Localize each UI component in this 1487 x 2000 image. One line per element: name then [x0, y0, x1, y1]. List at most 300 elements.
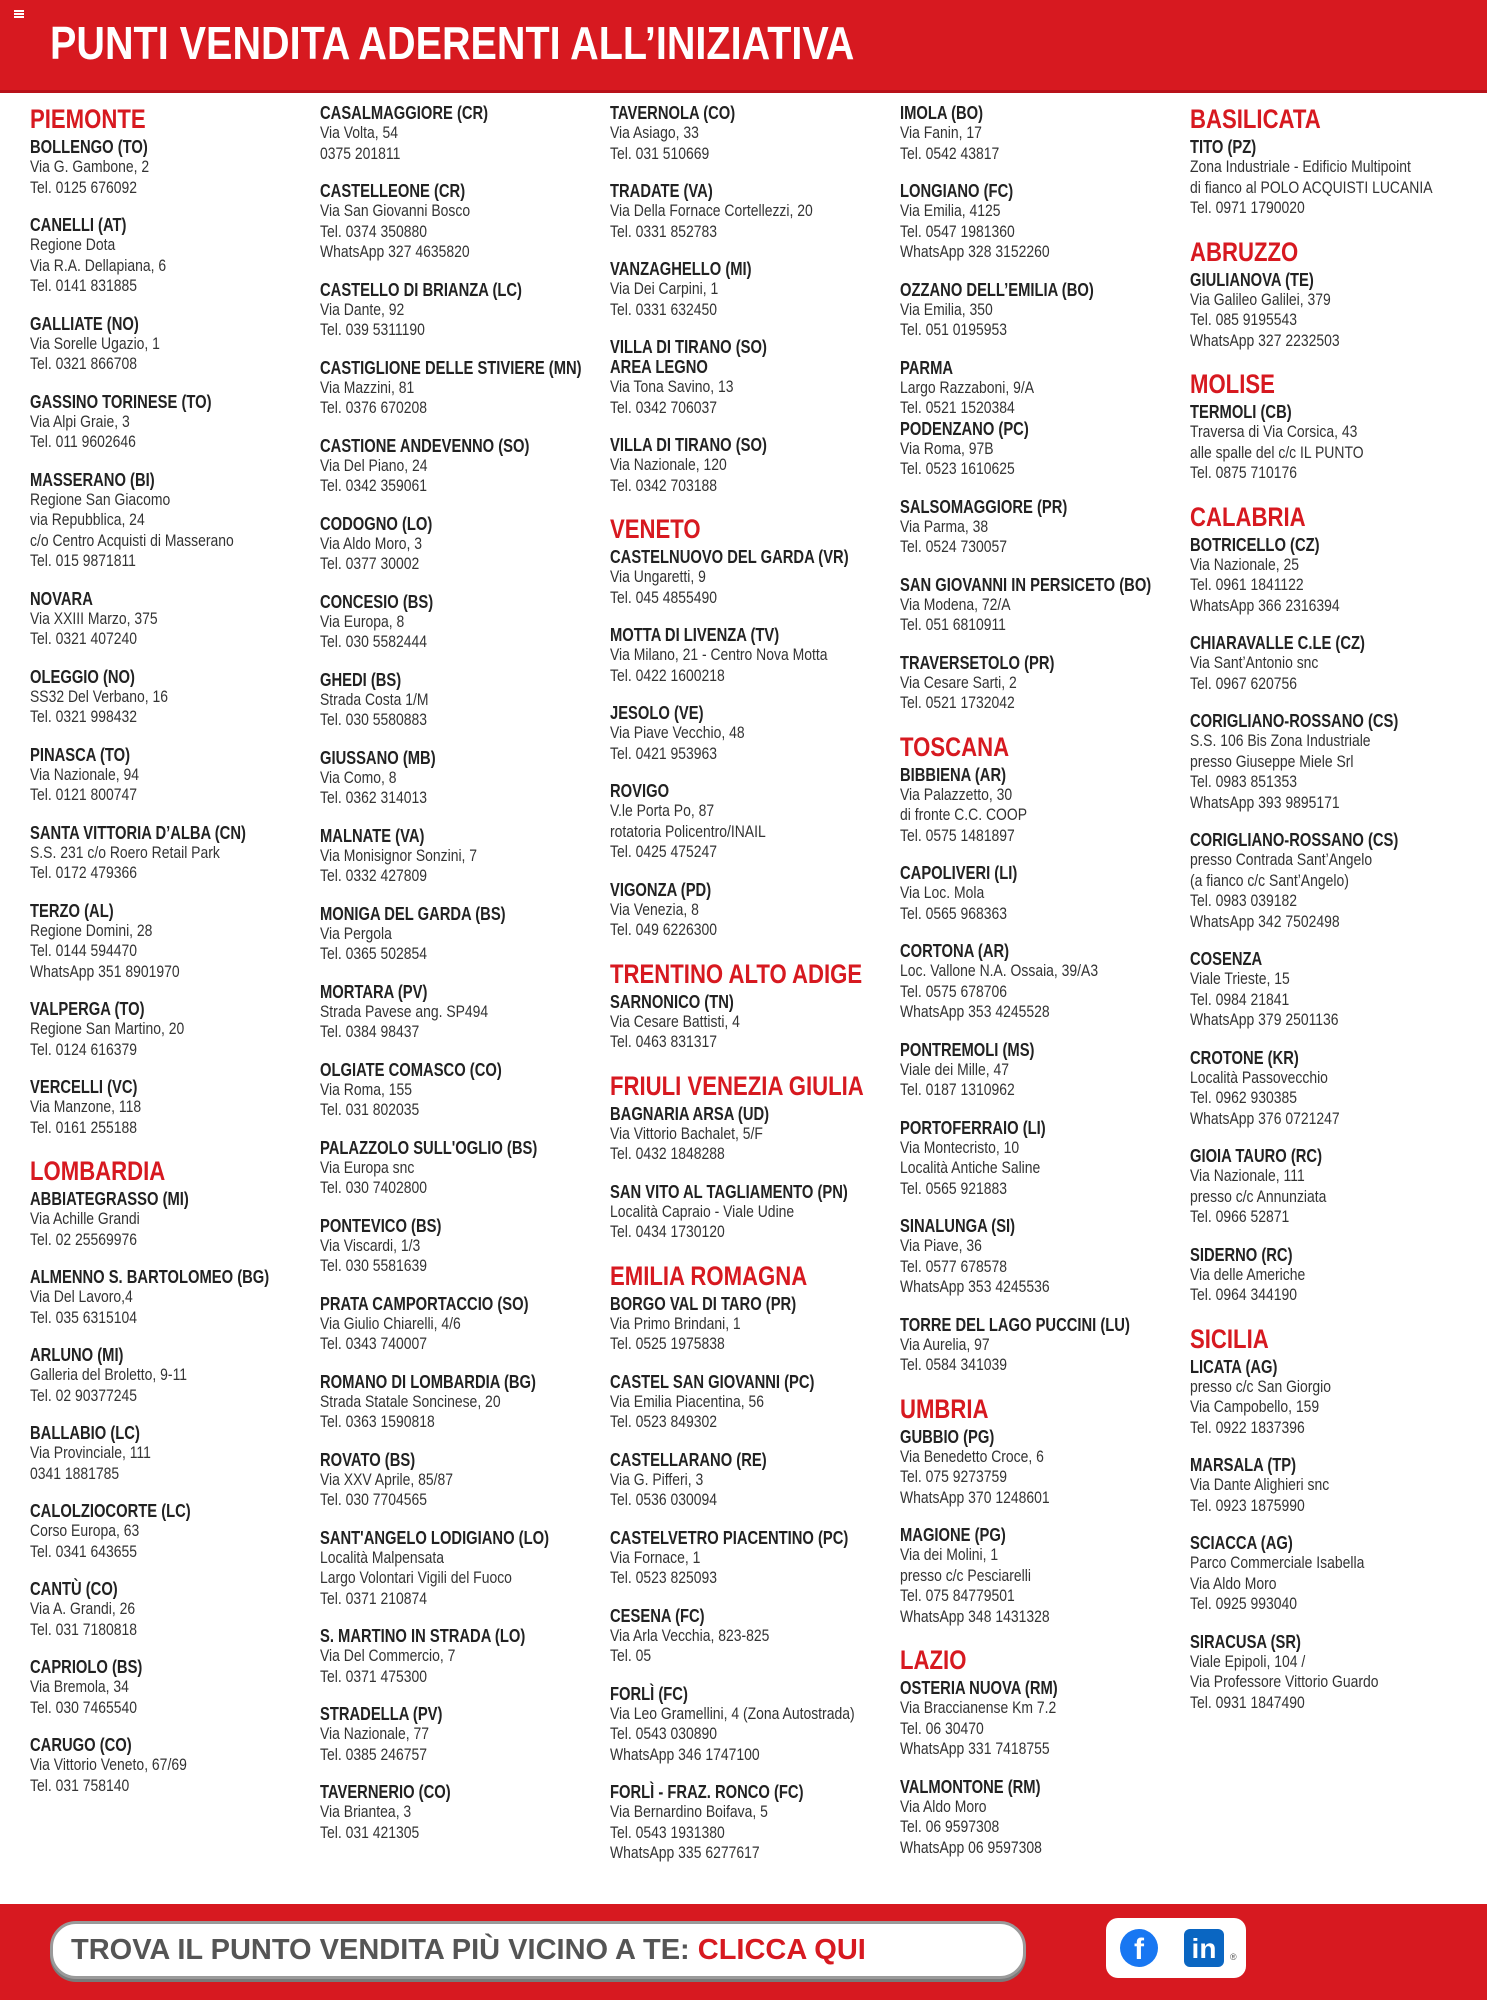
store-detail-line: WhatsApp 379 2501136 [1190, 1010, 1339, 1029]
store-name: TORRE DEL LAGO PUCCINI (LU) [900, 1314, 1130, 1335]
store-entry [610, 1372, 895, 1433]
store-detail-line: Tel. 0565 968363 [900, 903, 1007, 923]
store-entry [30, 999, 315, 1060]
store-name: VIGONZA (PD) [610, 879, 712, 900]
store-detail-line: Tel. 035 6315104 [30, 1307, 137, 1327]
store-detail-line: via Repubblica, 24 [30, 510, 145, 529]
store-name: CASALMAGGIORE (CR) [320, 103, 489, 123]
store-detail-line: Tel. 0971 1790020 [1190, 198, 1305, 217]
store-detail-line: Via Asiago, 33 [610, 123, 699, 142]
store-detail-line: Regione San Giacomo [30, 489, 171, 509]
store-name: MALNATE (VA) [320, 825, 425, 846]
store-detail-line: WhatsApp 335 6277617 [610, 1843, 760, 1862]
store-detail-line: Tel. 0983 851353 [1190, 772, 1297, 791]
store-detail-line: Tel. 0141 831885 [30, 276, 137, 295]
store-detail-line: Via Nazionale, 111 [1190, 1166, 1305, 1185]
store-detail-line: Tel. 0376 670208 [320, 398, 427, 417]
store-detail-line: WhatsApp 327 2232503 [1190, 330, 1340, 350]
store-entry [30, 392, 315, 453]
store-detail-line: Località Passovecchio [1190, 1067, 1328, 1087]
store-name: CROTONE (KR) [1190, 1047, 1299, 1068]
store-name: OLGIATE COMASCO (CO) [320, 1059, 502, 1080]
store-detail-line: Via Monisignor Sonzini, 7 [320, 845, 478, 865]
store-name: TERZO (AL) [30, 900, 114, 921]
store-detail-line: Via Modena, 72/A [900, 594, 1011, 614]
store-detail-line: Tel. 0321 998432 [30, 707, 137, 726]
store-detail-line: Via Cesare Battisti, 4 [610, 1011, 740, 1031]
region-heading: FRIULI VENEZIA GIULIA [610, 1070, 864, 1101]
store-detail-line: Tel. 0432 1848288 [610, 1144, 725, 1163]
store-detail-line: Tel. 0962 930385 [1190, 1088, 1297, 1107]
store-detail-line: c/o Centro Acquisti di Masserano [30, 530, 234, 550]
store-detail-line: Tel. 0923 1875990 [1190, 1495, 1305, 1515]
store-name: CALOLZIOCORTE (LC) [30, 1501, 191, 1521]
store-entry [30, 470, 315, 572]
store-detail-line: Via G. Gambone, 2 [30, 157, 150, 176]
store-name: PONTEVICO (BS) [320, 1215, 442, 1236]
store-detail-line: WhatsApp 327 4635820 [320, 242, 470, 261]
store-detail-line: WhatsApp 366 2316394 [1190, 595, 1340, 615]
store-detail-line: Largo Volontari Vigili del Fuoco [320, 1568, 512, 1587]
store-name: COSENZA [1190, 949, 1263, 969]
store-detail-line: Tel. 075 9273759 [900, 1467, 1007, 1486]
store-entry [610, 781, 895, 863]
store-detail-line: Strada Costa 1/M [320, 689, 429, 709]
store-detail-line: Traversa di Via Corsica, 43 [1190, 422, 1358, 441]
store-entry [1190, 711, 1475, 813]
store-detail-line: Zona Industriale - Edificio Multipoint [1190, 157, 1411, 176]
store-detail-line: Viale Trieste, 15 [1190, 969, 1290, 988]
store-detail-line: Tel. 030 5580883 [320, 710, 427, 729]
store-name: CASTEL SAN GIOVANNI (PC) [610, 1371, 815, 1392]
find-store-button[interactable] [50, 1921, 1026, 1979]
store-detail-line: Via Arla Vecchia, 823-825 [610, 1625, 770, 1645]
store-detail-line: Via Campobello, 159 [1190, 1397, 1320, 1416]
store-name: CARUGO (CO) [30, 1735, 132, 1755]
store-entry [610, 703, 895, 764]
store-entry [900, 1118, 1185, 1200]
store-name: SALSOMAGGIORE (PR) [900, 496, 1068, 517]
store-detail-line: Via Briantea, 3 [320, 1802, 412, 1821]
facebook-icon[interactable]: f [1120, 1929, 1158, 1967]
store-detail-line: presso Contrada Sant’Angelo [1190, 850, 1373, 869]
store-entry [320, 280, 605, 341]
store-entry [900, 653, 1185, 714]
store-detail-line: Via Achille Grandi [30, 1209, 140, 1228]
store-entry [1190, 1245, 1475, 1306]
region-heading: EMILIA ROMAGNA [610, 1260, 808, 1291]
store-detail-line: Via Benedetto Croce, 6 [900, 1446, 1044, 1466]
store-detail-line: Regione Domini, 28 [30, 920, 153, 940]
store-detail-line: Via Cesare Sarti, 2 [900, 672, 1017, 692]
store-detail-line: Tel. 049 6226300 [610, 920, 717, 939]
store-detail-line: Tel. 031 510669 [610, 143, 710, 163]
store-detail-line: Via Emilia, 350 [900, 299, 993, 319]
store-name: VALPERGA (TO) [30, 999, 145, 1019]
store-name: GIOIA TAURO (RC) [1190, 1146, 1323, 1166]
store-detail-line: WhatsApp 348 1431328 [900, 1606, 1050, 1626]
store-detail-line: Tel. 0342 359061 [320, 476, 427, 495]
store-detail-line: Via Como, 8 [320, 767, 397, 787]
store-detail-line: Tel. 0362 314013 [320, 788, 427, 807]
store-detail-line: Tel. 0363 1590818 [320, 1412, 435, 1431]
store-detail-line: Via XXIII Marzo, 375 [30, 608, 158, 628]
store-detail-line: Tel. 0966 52871 [1190, 1207, 1290, 1226]
store-detail-line: Tel. 045 4855490 [610, 587, 717, 607]
store-entry [320, 982, 605, 1043]
store-name: VILLA DI TIRANO (SO) [610, 435, 767, 455]
store-entry [610, 1294, 895, 1355]
store-entry [320, 748, 605, 809]
store-name: LONGIANO (FC) [900, 181, 1014, 201]
store-detail-line: 0375 201811 [320, 143, 401, 163]
find-store-text [71, 1934, 866, 1967]
store-detail-line: Tel. 0124 616379 [30, 1039, 137, 1059]
store-detail-line: Via Galileo Galilei, 379 [1190, 289, 1331, 309]
store-entry [610, 337, 895, 418]
store-name: PORTOFERRAIO (LI) [900, 1117, 1046, 1138]
store-entry [30, 1189, 315, 1250]
store-name: ABBIATEGRASSO (MI) [30, 1189, 189, 1209]
store-detail-line: Via Del Lavoro,4 [30, 1287, 133, 1306]
store-entry [320, 1060, 605, 1121]
store-detail-line: Tel. 05 [610, 1646, 652, 1665]
store-detail-line: Via Braccianense Km 7.2 [900, 1698, 1057, 1717]
store-entry [1190, 535, 1475, 617]
store-name: CESENA (FC) [610, 1605, 705, 1626]
store-name: TAVERNOLA (CO) [610, 103, 736, 123]
store-name: PALAZZOLO SULL'OGLIO (BS) [320, 1137, 538, 1158]
store-entry [610, 435, 895, 496]
store-name: GHEDI (BS) [320, 669, 402, 690]
store-detail-line: Via Nazionale, 120 [610, 455, 727, 474]
store-entry [900, 765, 1185, 847]
store-entry [320, 1704, 605, 1765]
store-entry [320, 436, 605, 497]
store-name: OLEGGIO (NO) [30, 666, 135, 687]
store-detail-line: Tel. 06 30470 [900, 1718, 984, 1738]
store-name: TITO (PZ) [1190, 137, 1257, 157]
store-entry [900, 280, 1185, 341]
store-detail-line: Via Aldo Moro [1190, 1573, 1277, 1593]
store-detail-line: Tel. 031 802035 [320, 1100, 420, 1119]
store-detail-line: Largo Razzaboni, 9/A [900, 377, 1035, 397]
store-entry [610, 1450, 895, 1511]
store-entry [30, 1423, 315, 1484]
linkedin-icon[interactable]: in [1184, 1929, 1224, 1967]
store-name: OSTERIA NUOVA (RM) [900, 1678, 1058, 1698]
store-detail-line: Tel. 0931 1847490 [1190, 1692, 1305, 1712]
find-store-label: TROVA IL PUNTO VENDITA PIÙ VICINO A TE: [71, 1934, 690, 1966]
store-detail-line: Via Leo Gramellini, 4 (Zona Autostrada) [610, 1703, 855, 1723]
store-detail-line: presso Giuseppe Miele Srl [1190, 751, 1354, 771]
region-heading: LOMBARDIA [30, 1156, 166, 1186]
store-entry [900, 103, 1185, 164]
store-detail-line: Tel. 030 7465540 [30, 1697, 137, 1717]
store-name: MARSALA (TP) [1190, 1455, 1297, 1475]
store-name: CODOGNO (LO) [320, 513, 433, 534]
store-name: S. MARTINO IN STRADA (LO) [320, 1626, 526, 1646]
store-detail-line: Tel. 0584 341039 [900, 1355, 1007, 1374]
store-detail-line: Tel. 0523 825093 [610, 1568, 717, 1587]
store-detail-line: Tel. 0365 502854 [320, 944, 427, 963]
store-detail-line: Tel. 0121 800747 [30, 785, 137, 804]
region-heading: CALABRIA [1190, 501, 1306, 532]
store-entry [320, 826, 605, 887]
store-name: FORLÌ - FRAZ. RONCO (FC) [610, 1782, 804, 1802]
store-detail-line: Via Palazzetto, 30 [900, 784, 1013, 804]
store-detail-line: Tel. 0967 620756 [1190, 673, 1297, 693]
column-2 [320, 103, 605, 1860]
store-detail-line: Tel. 0523 1610625 [900, 459, 1015, 478]
store-detail-line: Via Professore Vittorio Guardo [1190, 1672, 1379, 1691]
store-detail-line: Corso Europa, 63 [30, 1521, 140, 1540]
store-name: VANZAGHELLO (MI) [610, 259, 752, 279]
store-detail-line: Tel. 0463 831317 [610, 1032, 717, 1051]
store-detail-line: Tel. 031 7180818 [30, 1619, 137, 1639]
store-entry [320, 592, 605, 653]
store-detail-line: alle spalle del c/c IL PUNTO [1190, 442, 1364, 462]
store-detail-line: Tel. 0565 921883 [900, 1178, 1007, 1198]
store-detail-line: Tel. 0577 678578 [900, 1256, 1007, 1276]
store-entry [900, 1678, 1185, 1760]
store-detail-line: Via Viscardi, 1/3 [320, 1235, 421, 1255]
store-entry [1190, 1048, 1475, 1130]
store-detail-line: Tel. 0377 30002 [320, 554, 420, 573]
store-name: VERCELLI (VC) [30, 1077, 138, 1097]
page-header [0, 0, 1487, 93]
store-name: PRATA CAMPORTACCIO (SO) [320, 1293, 529, 1314]
store-detail-line: Via Del Piano, 24 [320, 455, 428, 475]
store-entry [1190, 1146, 1475, 1228]
click-here-link[interactable]: CLICCA QUI [697, 1934, 866, 1966]
store-entry [900, 1777, 1185, 1859]
store-entry [1190, 1632, 1475, 1714]
column-4 [900, 103, 1185, 1875]
store-detail-line: Tel. 0342 703188 [610, 475, 717, 495]
store-detail-line: Via Roma, 97B [900, 438, 994, 458]
store-detail-line: Tel. 0547 1981360 [900, 221, 1015, 241]
store-entry [610, 1528, 895, 1589]
store-entry [320, 1372, 605, 1433]
region-heading: BASILICATA [1190, 104, 1321, 134]
store-entry [610, 259, 895, 320]
store-name: OZZANO DELL’EMILIA (BO) [900, 279, 1094, 300]
store-detail-line: Tel. 015 9871811 [30, 551, 136, 570]
store-detail-line: Tel. 0374 350880 [320, 221, 427, 241]
store-entry [900, 1525, 1185, 1627]
store-entry [30, 667, 315, 728]
store-entry [30, 901, 315, 983]
store-name: CASTIGLIONE DELLE STIVIERE (MN) [320, 357, 582, 378]
store-detail-line: WhatsApp 353 4245528 [900, 1002, 1050, 1021]
social-links [1106, 1918, 1246, 1978]
store-entry [30, 1267, 315, 1328]
store-name: CASTELLARANO (RE) [610, 1449, 767, 1470]
store-name: BOTRICELLO (CZ) [1190, 534, 1320, 555]
store-entry [900, 575, 1185, 636]
store-detail-line: Tel. 030 7704565 [320, 1490, 427, 1509]
store-detail-line: Tel. 0342 706037 [610, 397, 717, 417]
store-detail-line: Via Dante, 92 [320, 299, 405, 319]
store-detail-line: Tel. 0521 1520384 [900, 398, 1015, 417]
store-entry [320, 1528, 605, 1610]
store-name: GALLIATE (NO) [30, 313, 139, 334]
store-detail-line: WhatsApp 346 1747100 [610, 1744, 760, 1764]
store-detail-line: Via Nazionale, 77 [320, 1724, 430, 1743]
column-5 [1190, 103, 1475, 1730]
store-detail-line: Tel. 0983 039182 [1190, 891, 1297, 910]
store-entry [320, 1138, 605, 1199]
store-name: SIRACUSA (SR) [1190, 1631, 1301, 1652]
store-detail-line: Regione San Martino, 20 [30, 1019, 185, 1038]
store-entry [900, 1040, 1185, 1101]
store-detail-line: WhatsApp 370 1248601 [900, 1487, 1050, 1507]
store-detail-line: Tel. 0961 1841122 [1190, 575, 1304, 594]
store-entry [900, 1427, 1185, 1509]
store-detail-line: Tel. 0964 344190 [1190, 1285, 1297, 1304]
store-detail-line: Tel. 0341 643655 [30, 1541, 137, 1561]
store-entry [610, 880, 895, 941]
store-entry [610, 547, 895, 608]
store-detail-line: V.le Porta Po, 87 [610, 801, 715, 820]
store-entry [30, 1077, 315, 1138]
store-name: CASTELNUOVO DEL GARDA (VR) [610, 547, 849, 567]
store-detail-line: Tel. 0575 1481897 [900, 825, 1015, 845]
store-name: PARMA [900, 357, 954, 378]
store-entry [1190, 949, 1475, 1031]
store-name: GUBBIO (PG) [900, 1426, 995, 1447]
store-detail-line: Parco Commerciale Isabella [1190, 1553, 1365, 1572]
store-entry [1190, 270, 1475, 352]
store-detail-line: Via delle Americhe [1190, 1264, 1306, 1284]
store-detail-line: Via Mazzini, 81 [320, 377, 415, 397]
store-detail-line: Tel. 0385 246757 [320, 1744, 427, 1764]
store-detail-line: AREA LEGNO [610, 357, 708, 377]
menu-icon[interactable] [14, 10, 24, 18]
store-entry [610, 1182, 895, 1243]
store-detail-line: Via Giulio Chiarelli, 4/6 [320, 1313, 461, 1333]
store-entry [30, 1501, 315, 1562]
store-detail-line: Tel. 011 9602646 [30, 432, 136, 451]
store-detail-line: Via Europa, 8 [320, 611, 405, 631]
store-entry [900, 863, 1185, 924]
store-detail-line: Loc. Vallone N.A. Ossaia, 39/A3 [900, 961, 1099, 980]
region-heading: VENETO [610, 514, 701, 544]
store-detail-line: WhatsApp 353 4245536 [900, 1277, 1050, 1296]
store-detail-line: 0341 1881785 [30, 1463, 120, 1483]
store-detail-line: Via Roma, 155 [320, 1079, 412, 1099]
store-detail-line: Tel. 0422 1600218 [610, 665, 725, 685]
store-entry [30, 1657, 315, 1718]
store-detail-line: Tel. 02 25569976 [30, 1229, 137, 1249]
store-detail-line: Via Aurelia, 97 [900, 1334, 990, 1354]
store-name: CANTÙ (CO) [30, 1579, 118, 1599]
store-detail-line: S.S. 106 Bis Zona Industriale [1190, 731, 1371, 750]
store-detail-line: Via Dei Carpini, 1 [610, 279, 719, 298]
store-name: TAVERNERIO (CO) [320, 1782, 451, 1802]
store-detail-line: Via Dante Alighieri snc [1190, 1475, 1330, 1494]
page-footer [0, 1904, 1487, 2000]
store-detail-line: Tel. 039 5311190 [320, 320, 425, 339]
store-detail-line: Via Vittorio Veneto, 67/69 [30, 1755, 187, 1774]
store-entry [30, 745, 315, 806]
column-1 [30, 103, 315, 1813]
store-name: BAGNARIA ARSA (UD) [610, 1103, 770, 1124]
store-detail-line: Via Della Fornace Cortellezzi, 20 [610, 201, 813, 220]
store-entry [30, 1579, 315, 1640]
store-detail-line: Tel. 0523 849302 [610, 1412, 717, 1431]
store-detail-line: Tel. 030 5581639 [320, 1256, 427, 1275]
store-name: BIBBIENA (AR) [900, 764, 1007, 785]
store-detail-line: Tel. 0371 475300 [320, 1666, 427, 1686]
store-detail-line: Tel. 0125 676092 [30, 177, 137, 197]
region-heading: LAZIO [900, 1645, 967, 1675]
store-detail-line: Tel. 075 84779501 [900, 1586, 1015, 1605]
store-detail-line: Tel. 0524 730057 [900, 537, 1007, 556]
store-name: GASSINO TORINESE (TO) [30, 391, 212, 412]
store-detail-line: Tel. 0371 210874 [320, 1588, 427, 1608]
store-entry [610, 1684, 895, 1766]
store-detail-line: WhatsApp 393 9895171 [1190, 792, 1340, 812]
store-detail-line: Tel. 0161 255188 [30, 1117, 137, 1137]
store-entry [30, 589, 315, 650]
store-name: TRAVERSETOLO (PR) [900, 652, 1055, 673]
store-name: GIULIANOVA (TE) [1190, 269, 1314, 290]
store-detail-line: Tel. 0321 407240 [30, 629, 137, 648]
store-detail-line: Tel. 0434 1730120 [610, 1222, 725, 1241]
store-name: ROVATO (BS) [320, 1449, 416, 1470]
store-detail-line: Tel. 0421 953963 [610, 743, 717, 763]
store-detail-line: Tel. 0321 866708 [30, 354, 137, 373]
store-detail-line: Tel. 0925 993040 [1190, 1594, 1297, 1613]
store-detail-line: Tel. 02 90377245 [30, 1385, 137, 1405]
store-entry [610, 1104, 895, 1165]
store-entry [30, 823, 315, 884]
store-name: NOVARA [30, 588, 93, 609]
store-detail-line: Tel. 0187 1310962 [900, 1080, 1015, 1099]
store-entry [30, 314, 315, 375]
region-heading: SICILIA [1190, 1323, 1269, 1354]
store-entry [320, 1216, 605, 1277]
store-detail-line: Via A. Grandi, 26 [30, 1599, 136, 1618]
store-detail-line: WhatsApp 06 9597308 [900, 1837, 1042, 1857]
store-entry [320, 904, 605, 965]
store-detail-line: Tel. 0875 710176 [1190, 463, 1297, 482]
store-name: PINASCA (TO) [30, 744, 131, 765]
store-name: TERMOLI (CB) [1190, 402, 1292, 422]
store-detail-line: WhatsApp 342 7502498 [1190, 911, 1340, 931]
store-name: BOLLENGO (TO) [30, 137, 148, 157]
store-detail-line: Via Aldo Moro [900, 1796, 987, 1816]
store-detail-line: Tel. 051 6810911 [900, 615, 1006, 634]
store-name: ALMENNO S. BARTOLOMEO (BG) [30, 1267, 270, 1287]
store-detail-line: Via Primo Brindani, 1 [610, 1313, 741, 1333]
store-name: TRADATE (VA) [610, 181, 713, 201]
store-entry [1190, 1533, 1475, 1615]
store-detail-line: WhatsApp 376 0721247 [1190, 1108, 1340, 1128]
page-title: PUNTI VENDITA ADERENTI ALL’INIZIATIVA [50, 17, 855, 69]
store-entry [320, 1294, 605, 1355]
store-name: GIUSSANO (MB) [320, 747, 436, 768]
store-detail-line: Tel. 0543 030890 [610, 1724, 717, 1743]
store-detail-line: Tel. 0331 852783 [610, 221, 717, 241]
store-list [30, 103, 1470, 1893]
store-detail-line: Via Ungaretti, 9 [610, 567, 706, 586]
store-name: ROMANO DI LOMBARDIA (BG) [320, 1371, 536, 1392]
store-entry [320, 181, 605, 263]
store-entry [320, 514, 605, 575]
